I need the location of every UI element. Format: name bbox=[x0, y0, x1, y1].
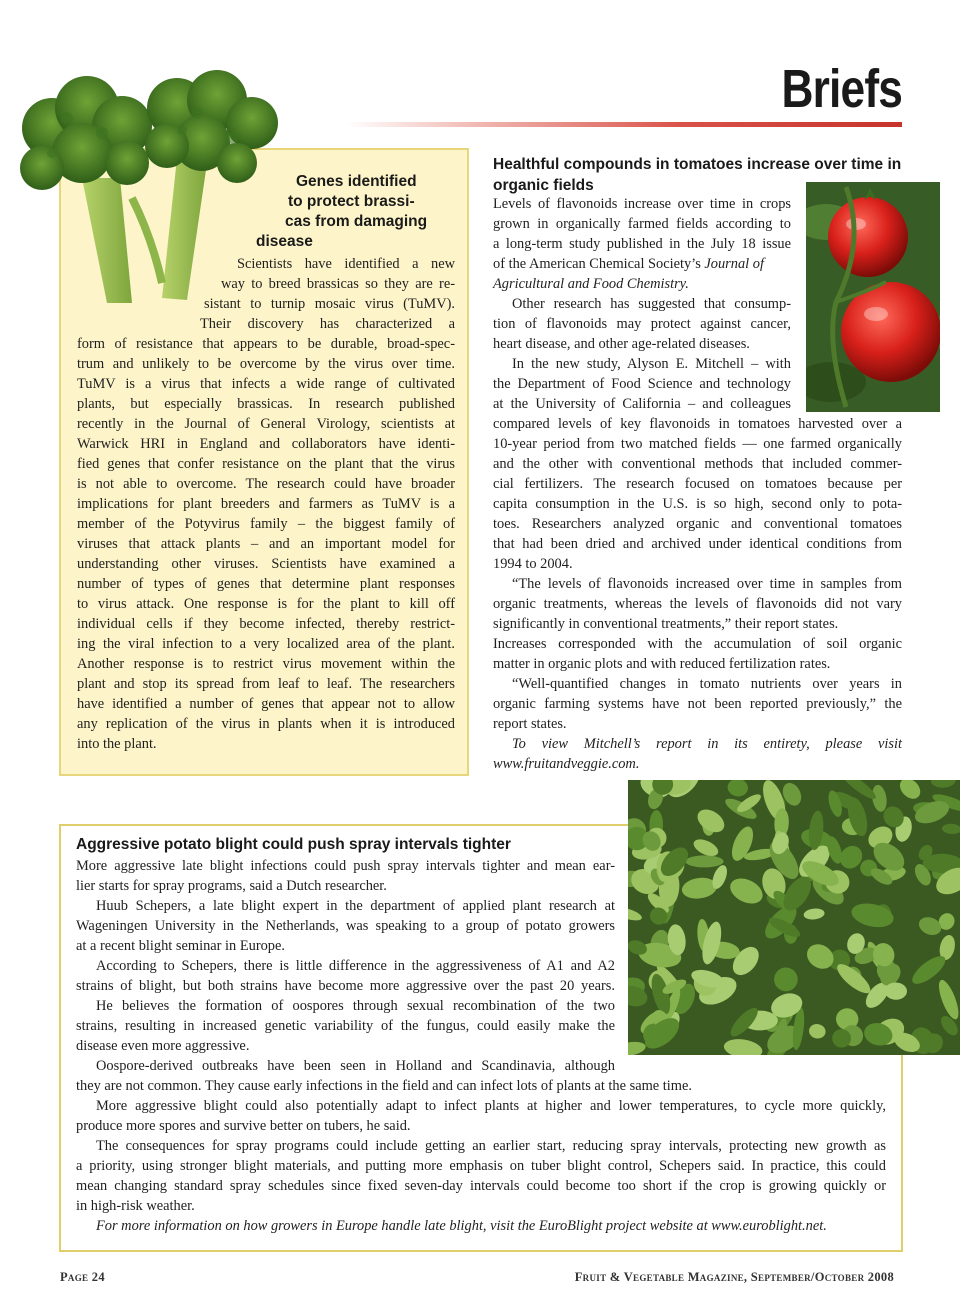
article2-line: significantly in conventional treatments,” their report states. bbox=[493, 616, 839, 632]
article2-line: Increases corresponded with the accumulation of soil organic bbox=[493, 636, 902, 652]
article1-line: understanding other viruses. Scientists have examined a bbox=[77, 556, 455, 572]
article2-line: Levels of flavonoids increase over time in crops bbox=[493, 196, 791, 212]
article1-line: way to breed brassicas so they are re- bbox=[221, 276, 455, 292]
article2-line: a long-term study published in the July 18 issue bbox=[493, 236, 791, 252]
article1-line: viruses that attack plants – and an important model for bbox=[77, 536, 455, 552]
article1-line: ing the viral infection to a very localized area of the plant. bbox=[77, 636, 455, 652]
article3-line: Wageningen University in the Netherlands, was speaking to a group of potato growers bbox=[76, 918, 615, 934]
footer-publication: Fruit & Vegetable Magazine, September/October 2008 bbox=[574, 1270, 894, 1284]
article2-line: the Department of Food Science and technology bbox=[493, 376, 791, 392]
tomato-image bbox=[806, 182, 940, 412]
article2-line: organic treatments, whereas the levels of flavonoids did not vary bbox=[493, 596, 902, 612]
article1-line: form of resistance that appears to be durable, broad-spec- bbox=[77, 336, 455, 352]
article2-line: www.fruitandveggie.com. bbox=[493, 756, 640, 772]
article2-line: cial fertilizers. The research focused on tomatoes because per bbox=[493, 476, 902, 492]
article1-line: TuMV is a virus that infects a wide range of cultivated bbox=[77, 376, 455, 392]
page-section-title: Briefs bbox=[781, 59, 902, 119]
section-rule bbox=[346, 122, 902, 127]
article1-line: individual cells if they become infected, thereby restrict- bbox=[77, 616, 455, 632]
article2-line: To view Mitchell’s report in its entirety, please visit bbox=[512, 736, 902, 752]
article3-line: strains, resulting in increased genetic variability of the fungus, could easily make the bbox=[76, 1018, 615, 1034]
article2-line: toes. Researchers analyzed organic and conventional tomatoes bbox=[493, 516, 902, 532]
article2-line: that had been dried and archived under identical conditions from bbox=[493, 536, 902, 552]
article3-line: produce more spores and survive better on tubers, he said. bbox=[76, 1118, 411, 1134]
article1-headline-line-4: disease bbox=[256, 233, 313, 250]
article3-line: He believes the formation of oospores through sexual recombination of the two bbox=[96, 998, 615, 1014]
article1-line: any replication of the virus in plants when it is introduced bbox=[77, 716, 455, 732]
article1-line: trum and unlikely to be overcome by the virus over time. bbox=[77, 356, 455, 372]
article3-line: in high-risk weather. bbox=[76, 1198, 195, 1214]
article1-line: sistant to turnip mosaic virus (TuMV). bbox=[204, 296, 455, 312]
article3-line: strains of blight, but both strains have become more aggressive over the past 20 years. bbox=[76, 978, 615, 994]
article2-line: heart disease, and other age-related diseases. bbox=[493, 336, 750, 352]
article1-line: plants, but especially brassicas. In research published bbox=[77, 396, 455, 412]
article1-line: Their discovery has characterized a bbox=[200, 316, 455, 332]
article2-line: 10-year period from two matched fields — one farmed organically bbox=[493, 436, 902, 452]
article3-line: More aggressive late blight infections could push spray intervals tighter and mean ear- bbox=[76, 858, 615, 874]
article2-line: compared levels of key flavonoids in tomatoes harvested over a bbox=[493, 416, 902, 432]
article3-line: Huub Schepers, a late blight expert in the department of applied plant research at bbox=[96, 898, 615, 914]
article3-line: lier starts for spray programs, said a Dutch researcher. bbox=[76, 878, 387, 894]
article1-headline-line-1: Genes identified bbox=[296, 173, 417, 190]
article2-line: at the University of California – and colleagues bbox=[493, 396, 791, 412]
footer-page-number: Page 24 bbox=[60, 1270, 105, 1284]
article1-headline-line-2: to protect brassi- bbox=[288, 193, 415, 210]
article1-line: into the plant. bbox=[77, 736, 157, 752]
article1-line: implications for plant breeders and farmers as TuMV is a bbox=[77, 496, 455, 512]
article3-line: For more information on how growers in Europe handle late blight, visit the EuroBlight project website at www.euroblight.net. bbox=[96, 1218, 827, 1234]
article3-line: According to Schepers, there is little difference in the aggressiveness of A1 and A2 bbox=[96, 958, 615, 974]
article3-line: The consequences for spray programs could include getting an earlier start, reducing spray intervals, protecting new growth as bbox=[96, 1138, 886, 1154]
article3-line: More aggressive blight could also potentially adapt to infect plants at higher and lower temperatures, to cycle more quickly, bbox=[96, 1098, 886, 1114]
article1-line: is not able to overcome. The research could have broader bbox=[77, 476, 455, 492]
journal-title-italic: Journal of bbox=[704, 256, 764, 272]
article3-line: a priority, using stronger blight materials, and putting more emphasis on tuber blight control, Schepers said. In practice, this could bbox=[76, 1158, 886, 1174]
article2-line: grown in organically farmed fields according to bbox=[493, 216, 791, 232]
article3-line: Oospore-derived outbreaks have been seen in Holland and Scandinavia, although bbox=[96, 1058, 615, 1074]
article3-headline: Aggressive potato blight could push spray intervals tighter bbox=[76, 836, 511, 853]
potato-plants-image bbox=[628, 780, 960, 1055]
article1-line: Scientists have identified a new bbox=[237, 256, 455, 272]
article2-line: report states. bbox=[493, 716, 567, 732]
article1-line: Warwick HRI in England and collaborators have identi- bbox=[77, 436, 455, 452]
article1-line: to virus attack. One response is for the plant to kill off bbox=[77, 596, 455, 612]
article2-line: tion of flavonoids may protect against cancer, bbox=[493, 316, 791, 332]
article1-line: plant and stop its spread from leaf to leaf. The researchers bbox=[77, 676, 455, 692]
article3-line: mean changing standard spray schedules since fixed seven-day intervals could become too short if the crop is growing quickly or bbox=[76, 1178, 886, 1194]
article2-headline: Healthful compounds in tomatoes increase over time in organic fields bbox=[493, 156, 902, 194]
article1-line: number of types of genes that determine plant responses bbox=[77, 576, 455, 592]
article3-line: at a recent blight seminar in Europe. bbox=[76, 938, 285, 954]
article2-line: “Well-quantified changes in tomato nutrients over years in bbox=[512, 676, 902, 692]
article2-line: Agricultural and Food Chemistry. bbox=[493, 276, 689, 292]
article2-line: and the other with conventional methods that included commer- bbox=[493, 456, 902, 472]
article2-line: matter in organic plots and with reduced fertilization rates. bbox=[493, 656, 831, 672]
article2-line: In the new study, Alyson E. Mitchell – with bbox=[512, 356, 791, 372]
article1-line: have identified a number of genes that appear not to allow bbox=[77, 696, 455, 712]
article1-line: fied genes that confer resistance on the plant that the virus bbox=[77, 456, 455, 472]
article2-line: organic farming systems have not been reported previously,” the bbox=[493, 696, 902, 712]
article1-line: recently in the Journal of General Virology, scientists at bbox=[77, 416, 455, 432]
article1-line: Another response is to restrict virus movement within the bbox=[77, 656, 455, 672]
article2-line: capita consumption in the U.S. is so high, second only to pota- bbox=[493, 496, 902, 512]
article3-line: disease even more aggressive. bbox=[76, 1038, 250, 1054]
article1-line: member of the Potyvirus family – the biggest family of bbox=[77, 516, 455, 532]
article3-line: they are not common. They cause early infections in the field and can infect lots of plants at the same time. bbox=[76, 1078, 692, 1094]
article2-line: of the American Chemical Society’s Journal of bbox=[493, 256, 764, 272]
article1-headline-line-3: cas from damaging bbox=[285, 213, 428, 230]
article2-line: 1994 to 2004. bbox=[493, 556, 573, 572]
article2-line: Other research has suggested that consump- bbox=[512, 296, 791, 312]
article2-line: “The levels of flavonoids increased over time in samples from bbox=[512, 576, 902, 592]
